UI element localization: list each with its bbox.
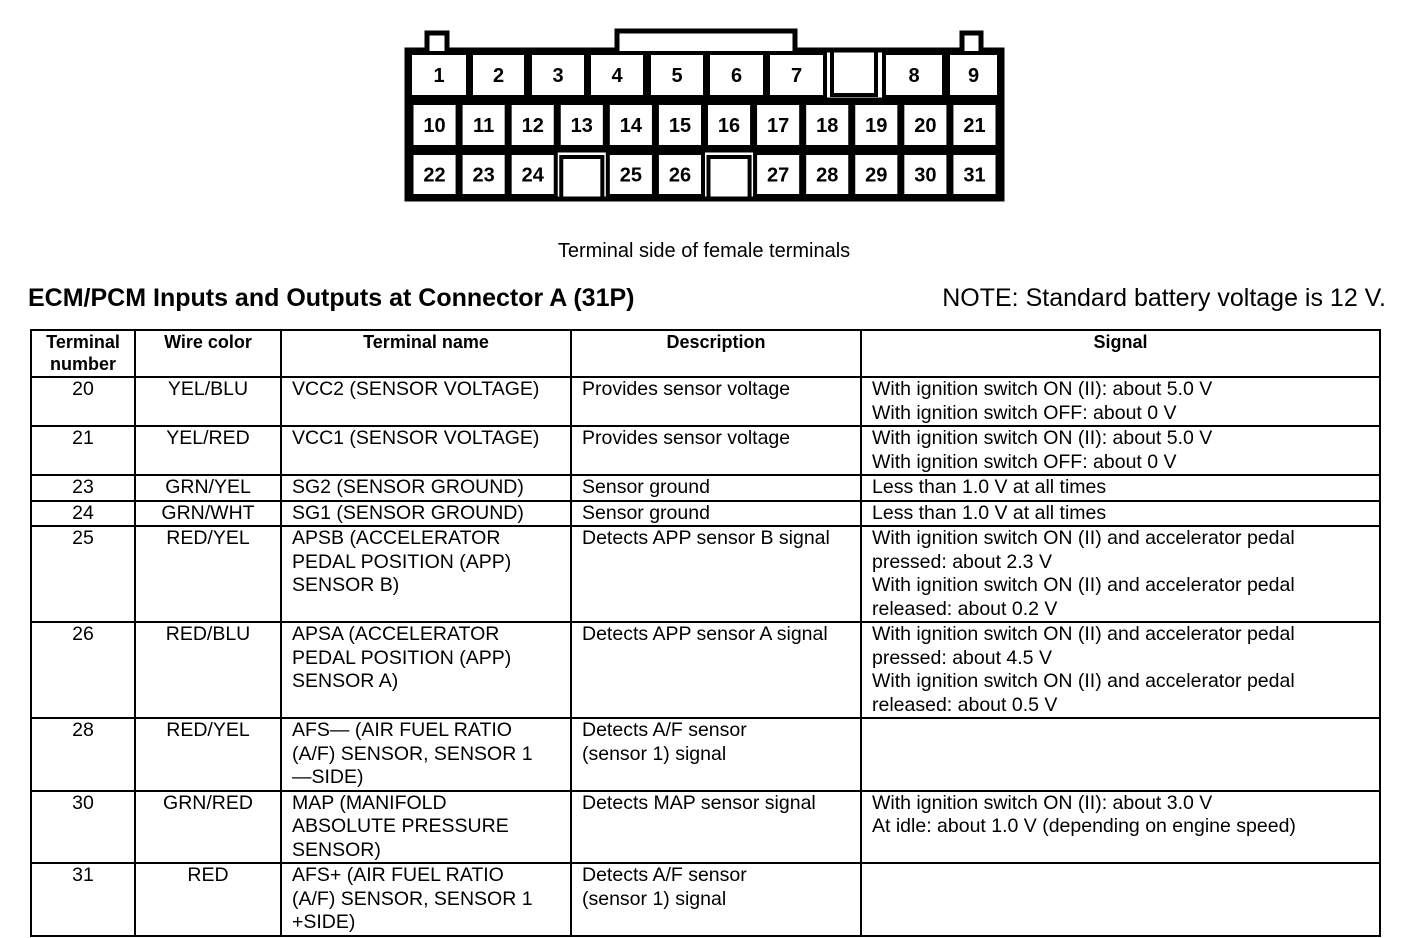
terminal-label-8: 8 [908, 65, 920, 87]
terminal-name: AFS+ (AIR FUEL RATIO (A/F) SENSOR, SENSOR 1 +SIDE) [281, 863, 571, 936]
wire-color: RED/BLU [135, 622, 281, 718]
key-notch [561, 157, 602, 199]
terminal-number: 23 [31, 475, 135, 501]
page-title: ECM/PCM Inputs and Outputs at Connector A (31P) [28, 284, 635, 312]
description: Detects APP sensor A signal [571, 622, 861, 718]
signal: With ignition switch ON (II) and accelerator pedal pressed: about 4.5 V With ignition switch ON (II) and accelerator pedal released: about 0.5 V [861, 622, 1380, 718]
description: Provides sensor voltage [571, 377, 861, 426]
wire-color: RED/YEL [135, 526, 281, 622]
terminal-label-9: 9 [967, 65, 980, 87]
wire-color: GRN/WHT [135, 501, 281, 527]
signal: Less than 1.0 V at all times [861, 501, 1380, 527]
terminal-number: 21 [31, 426, 135, 475]
terminal-label-14: 14 [619, 115, 642, 137]
description: Detects A/F sensor (sensor 1) signal [571, 718, 861, 791]
key-notch [709, 157, 750, 199]
terminal-number: 30 [31, 791, 135, 864]
terminal-label-18: 18 [816, 115, 839, 137]
terminal-label-20: 20 [914, 115, 937, 137]
header-wire-color: Wire color [135, 330, 281, 377]
terminal-label-12: 12 [521, 115, 544, 137]
terminal-number: 28 [31, 718, 135, 791]
terminal-label-1: 1 [433, 65, 445, 87]
terminal-label-3: 3 [552, 65, 564, 87]
terminal-label-10: 10 [423, 115, 446, 137]
terminal-name: MAP (MANIFOLD ABSOLUTE PRESSURE SENSOR) [281, 791, 571, 864]
header-signal: Signal [861, 330, 1380, 377]
terminal-number: 26 [31, 622, 135, 718]
table-row [31, 718, 1380, 791]
terminal-label-15: 15 [668, 115, 692, 137]
terminal-name: APSB (ACCELERATOR PEDAL POSITION (APP) SENSOR B) [281, 526, 571, 622]
description: Sensor ground [571, 475, 861, 501]
terminal-name: VCC1 (SENSOR VOLTAGE) [281, 426, 571, 475]
terminal-label-28: 28 [816, 164, 839, 187]
terminal-number: 31 [31, 863, 135, 936]
table-row [31, 791, 1380, 864]
terminal-label-16: 16 [717, 115, 741, 137]
terminal-name: VCC2 (SENSOR VOLTAGE) [281, 377, 571, 426]
table-row [31, 863, 1380, 936]
signal: With ignition switch ON (II): about 5.0 V With ignition switch OFF: about 0 V [861, 377, 1380, 426]
signal: With ignition switch ON (II): about 5.0 V With ignition switch OFF: about 0 V [861, 426, 1380, 475]
terminal-label-31: 31 [963, 164, 986, 187]
table-row [31, 501, 1380, 527]
description: Detects MAP sensor signal [571, 791, 861, 864]
terminal-label-23: 23 [472, 164, 495, 187]
terminal-label-13: 13 [570, 115, 593, 137]
terminal-name: SG2 (SENSOR GROUND) [281, 475, 571, 501]
terminal-number: 20 [31, 377, 135, 426]
signal: With ignition switch ON (II): about 3.0 V At idle: about 1.0 V (depending on engine speed) [861, 791, 1380, 864]
description: Provides sensor voltage [571, 426, 861, 475]
terminal-label-2: 2 [492, 65, 505, 87]
signal [861, 718, 1380, 791]
terminal-label-19: 19 [865, 115, 888, 137]
wire-color: YEL/BLU [135, 377, 281, 426]
table-row [31, 622, 1380, 718]
wire-color: YEL/RED [135, 426, 281, 475]
terminal-label-7: 7 [790, 65, 803, 87]
terminal-label-11: 11 [473, 115, 495, 137]
terminal-label-22: 22 [423, 164, 446, 187]
terminal-number: 24 [31, 501, 135, 527]
table-row [31, 377, 1380, 426]
description: Detects A/F sensor (sensor 1) signal [571, 863, 861, 936]
terminal-label-29: 29 [865, 164, 888, 187]
terminal-label-4: 4 [611, 65, 623, 87]
wire-color: GRN/YEL [135, 475, 281, 501]
table-header [31, 330, 1380, 377]
terminal-number: 25 [31, 526, 135, 622]
header-terminal-number: Terminal number [31, 330, 135, 377]
terminal-label-25: 25 [619, 164, 642, 187]
signal: With ignition switch ON (II) and accelerator pedal pressed: about 2.3 V With ignition switch ON (II) and accelerator pedal released: about 0.2 V [861, 526, 1380, 622]
table-row [31, 426, 1380, 475]
description: Detects APP sensor B signal [571, 526, 861, 622]
header-terminal-name: Terminal name [281, 330, 571, 377]
table-row [31, 526, 1380, 622]
wire-color: RED/YEL [135, 718, 281, 791]
wire-color: RED [135, 863, 281, 936]
terminal-label-6: 6 [730, 65, 743, 87]
terminal-label-17: 17 [767, 115, 790, 137]
terminal-label-5: 5 [671, 65, 683, 87]
terminal-name: AFS— (AIR FUEL RATIO (A/F) SENSOR, SENSOR 1 —SIDE) [281, 718, 571, 791]
terminal-label-26: 26 [668, 164, 692, 187]
signal: Less than 1.0 V at all times [861, 475, 1380, 501]
description: Sensor ground [571, 501, 861, 527]
terminal-label-24: 24 [521, 164, 544, 187]
wire-color: GRN/RED [135, 791, 281, 864]
connector-diagram [0, 0, 1408, 230]
connector-caption: Terminal side of female terminals [557, 240, 851, 262]
terminal-name: SG1 (SENSOR GROUND) [281, 501, 571, 527]
terminal-label-30: 30 [914, 164, 937, 187]
header-description: Description [571, 330, 861, 377]
signal [861, 863, 1380, 936]
table-row [31, 475, 1380, 501]
terminal-table [30, 329, 1381, 937]
terminal-name: APSA (ACCELERATOR PEDAL POSITION (APP) SENSOR A) [281, 622, 571, 718]
note: NOTE: Standard battery voltage is 12 V. [942, 284, 1386, 312]
terminal-label-21: 21 [963, 115, 986, 137]
terminal-label-27: 27 [767, 164, 790, 187]
